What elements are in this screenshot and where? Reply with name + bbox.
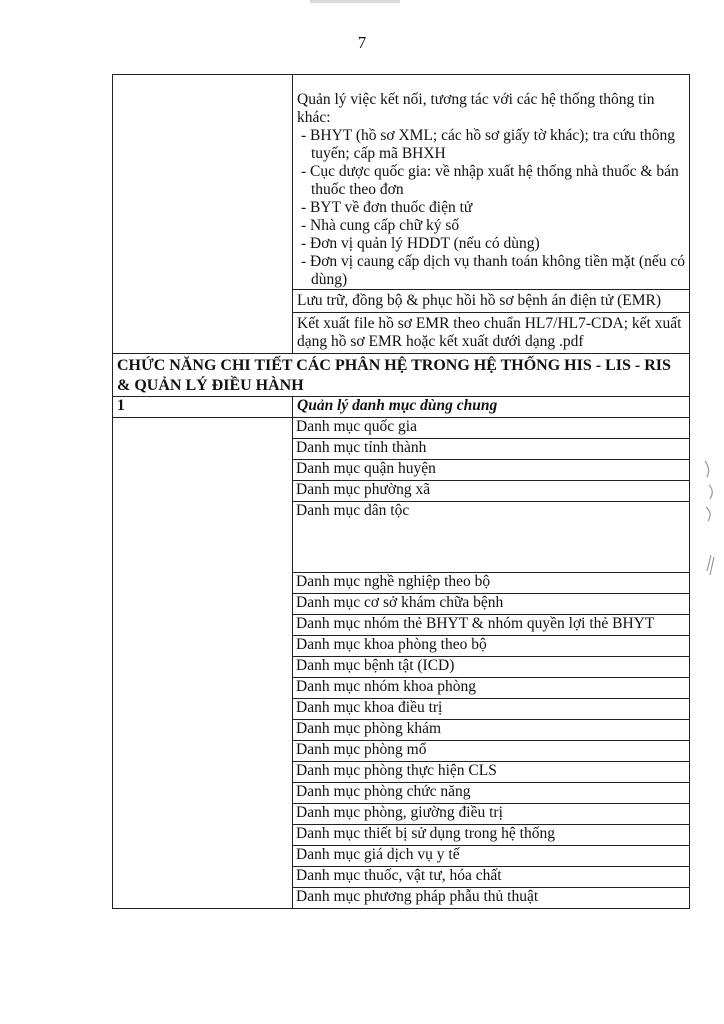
top-edge-smudge (310, 0, 400, 3)
catalog-item: Danh mục nhóm khoa phòng (293, 678, 690, 699)
catalog-item: Danh mục khoa điều trị (293, 699, 690, 720)
page-number: 7 (357, 33, 367, 52)
list-item: - BHYT (hồ sơ XML; các hồ sơ giấy tờ khác); tra cứu thông tuyến; cấp mã BHXH (301, 127, 676, 162)
integration-cell (293, 75, 690, 290)
catalog-item: Danh mục phòng, giường điều trị (293, 804, 690, 825)
list-item: - BYT về đơn thuốc điện tử (301, 199, 473, 216)
table-row-integration (113, 75, 690, 290)
catalog-item: Danh mục phòng thực hiện CLS (293, 762, 690, 783)
margin-handwriting-mark (700, 455, 720, 585)
table-row-section-heading (113, 354, 690, 397)
list-item: - Cục dược quốc gia: về nhập xuất hệ thống nhà thuốc & bán thuốc theo đơn (301, 163, 679, 198)
catalog-item: Danh mục quận huyện (293, 460, 690, 481)
catalog-item: Danh mục thiết bị sử dụng trong hệ thống (293, 825, 690, 846)
table-row-section-title (113, 397, 690, 418)
catalog-item: Danh mục phòng mổ (293, 741, 690, 762)
catalog-item: Danh mục quốc gia (293, 418, 690, 439)
margin-scribble-icon (701, 455, 719, 585)
table-row (113, 418, 690, 439)
function-table (112, 74, 690, 909)
catalog-item: Danh mục dân tộc (293, 502, 690, 573)
catalog-item: Danh mục phòng chức năng (293, 783, 690, 804)
catalog-item: Danh mục khoa phòng theo bộ (293, 636, 690, 657)
left-cell-empty (113, 418, 293, 909)
catalog-item: Danh mục nhóm thẻ BHYT & nhóm quyền lợi thẻ BHYT (293, 615, 690, 636)
catalog-item: Danh mục thuốc, vật tư, hóa chất (293, 867, 690, 888)
section-heading: CHỨC NĂNG CHI TIẾT CÁC PHÂN HỆ TRONG HỆ THỐNG HIS - LIS - RIS & QUẢN LÝ ĐIỀU HÀNH (113, 354, 690, 397)
list-item: - Đơn vị quản lý HDDT (nếu có dùng) (301, 235, 540, 252)
catalog-item: Danh mục phương pháp phẫu thủ thuật (293, 888, 690, 909)
catalog-item: Danh mục giá dịch vụ y tế (293, 846, 690, 867)
integration-bullet-list (297, 127, 685, 289)
storage-cell: Lưu trữ, đồng bộ & phục hồi hồ sơ bệnh án điện tử (EMR) (293, 290, 690, 313)
catalog-item: Danh mục phòng khám (293, 720, 690, 741)
list-item: - Đơn vị caung cấp dịch vụ thanh toán không tiền mặt (nếu có dùng) (301, 253, 685, 288)
catalog-item: Danh mục tỉnh thành (293, 439, 690, 460)
section-title: Quản lý danh mục dùng chung (293, 397, 690, 418)
catalog-item: Danh mục nghề nghiệp theo bộ (293, 573, 690, 594)
list-item: - Nhà cung cấp chữ ký số (301, 217, 460, 234)
catalog-item: Danh mục bệnh tật (ICD) (293, 657, 690, 678)
catalog-item: Danh mục cơ sở khám chữa bệnh (293, 594, 690, 615)
integration-intro: Quản lý việc kết nối, tương tác với các hệ thống thông tin khác: (297, 91, 655, 126)
catalog-item: Danh mục phường xã (293, 481, 690, 502)
export-cell: Kết xuất file hồ sơ EMR theo chuẩn HL7/HL7-CDA; kết xuất dạng hồ sơ EMR hoặc kết xuất dưới dạng .pdf (293, 313, 690, 354)
left-cell-empty (113, 75, 293, 354)
section-number: 1 (113, 397, 293, 418)
